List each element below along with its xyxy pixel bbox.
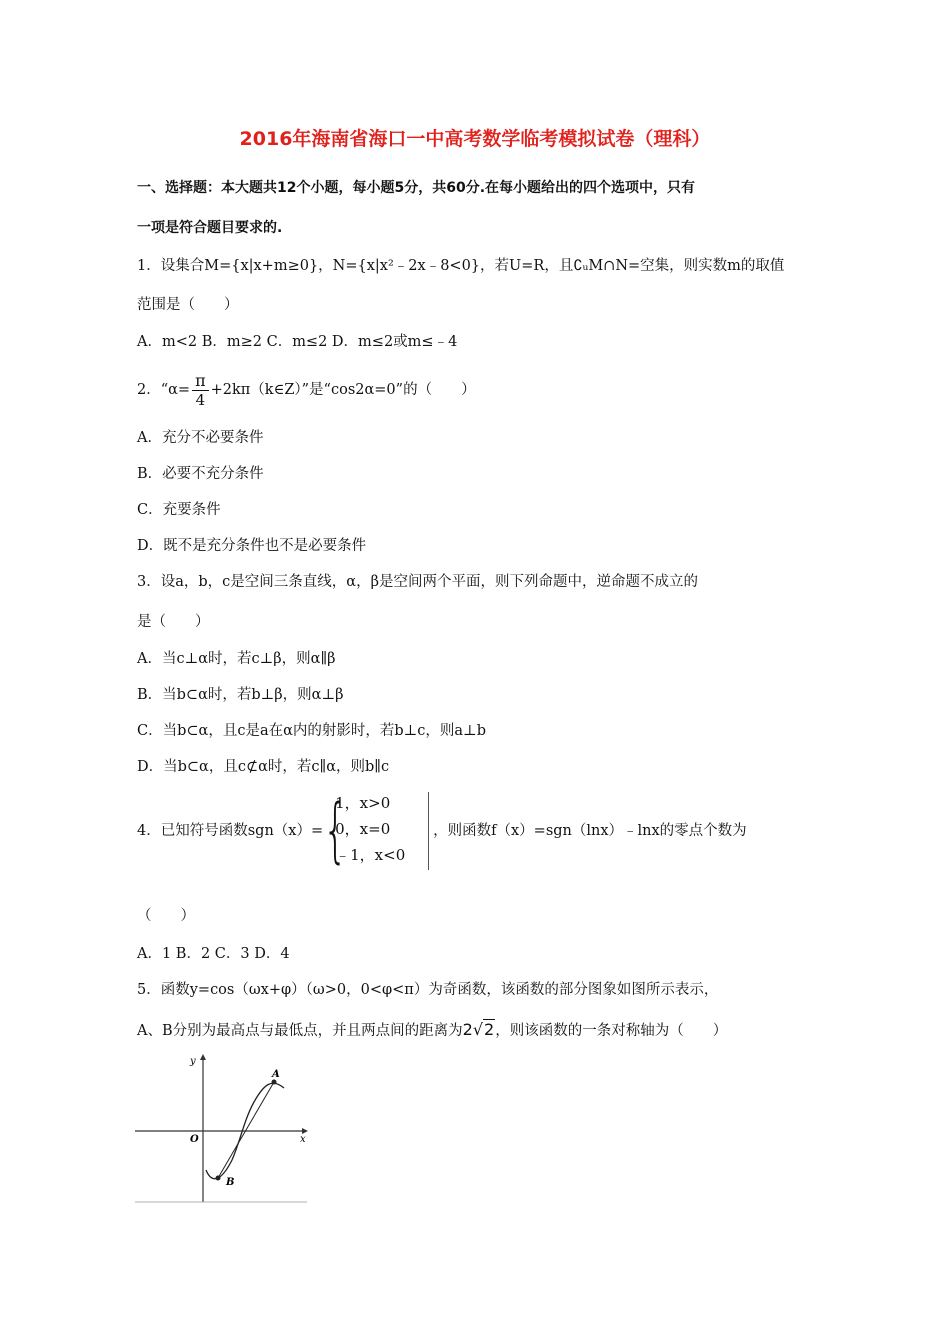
q4-prefix: 4．已知符号函数sgn（x）=: [137, 823, 324, 839]
q3-stem-line2: 是（ ）: [137, 614, 210, 630]
q4-options: A．1 B．2 C．3 D．4: [137, 946, 290, 962]
q5-graph-figure: [132, 1050, 312, 1205]
q3-option-c: C．当b⊂α，且c是a在α内的射影时，若b⊥c，则a⊥b: [137, 723, 486, 739]
q4-stem-line2: （ ）: [137, 908, 195, 924]
point-a-dot: [272, 1080, 277, 1085]
q2-option-c: C．充要条件: [137, 502, 221, 518]
q2-frac-den: 4: [195, 390, 206, 409]
q2-option-a: A．充分不必要条件: [137, 430, 264, 446]
point-a-label: A: [272, 1069, 280, 1080]
q5-sqrt-radicand: 2: [484, 1020, 495, 1039]
y-label: y: [190, 1056, 196, 1067]
q2-prefix: 2．“α=: [137, 382, 191, 398]
q4-brace: {: [323, 789, 348, 871]
q2-option-d: D．既不是充分条件也不是必要条件: [137, 538, 367, 554]
q2-option-b: B．必要不充分条件: [137, 466, 264, 482]
q3-option-b: B．当b⊂α时，若b⊥β，则α⊥β: [137, 687, 344, 703]
point-b-dot: [216, 1176, 221, 1181]
q5-sqrt-expression: 2√2: [462, 1020, 495, 1039]
q5-line2-suffix: ，则该函数的一条对称轴为（ ）: [495, 1023, 728, 1039]
q2-stem: [137, 368, 476, 412]
q5-sqrt-coef: 2: [462, 1020, 473, 1039]
section-heading-line1: 一、选择题：本大题共12个小题，每小题5分，共60分.在每小题给出的四个选项中，只有: [137, 180, 696, 196]
point-b-label: B: [226, 1177, 235, 1188]
section-heading-line2: 一项是符合题目要求的.: [137, 220, 283, 236]
q4-case1: 1，x>0: [335, 794, 391, 812]
x-label: x: [300, 1134, 306, 1145]
y-axis-arrow: [200, 1054, 206, 1060]
q3-option-d: D．当b⊂α，且c⊄α时，若c∥α，则b∥c: [137, 759, 390, 775]
origin-label: O: [190, 1134, 199, 1145]
q1-options: A．m<2 B．m≥2 C．m≤2 D．m≤2或m≤﹣4: [137, 334, 458, 350]
q4-case2: 0，x=0: [335, 820, 391, 838]
q5-line2-prefix: A、B分别为最高点与最低点，并且两点间的距离为: [137, 1023, 463, 1039]
q2-fraction: [192, 372, 209, 409]
q4-right-bar: [428, 792, 429, 870]
q1-stem-line1: 1．设集合M={x|x+m≥0}，N={x|x²﹣2x﹣8<0}，若U=R，且∁ᵤM∩N=空集，则实数m的取值: [137, 258, 785, 274]
q5-graph-svg: [132, 1050, 312, 1205]
q4-stem: [137, 788, 747, 874]
q4-case3: ﹣1，x<0: [335, 846, 406, 864]
q3-option-a: A．当c⊥α时，若c⊥β，则α∥β: [137, 651, 336, 667]
q3-stem-line1: 3．设a，b，c是空间三条直线，α，β是空间两个平面，则下列命题中，逆命题不成立的: [137, 574, 698, 590]
q2-suffix: +2kπ（k∈Z）”是“cos2α=0”的（ ）: [210, 382, 476, 398]
q2-frac-num: π: [192, 372, 209, 391]
q5-stem-line2: [137, 1020, 727, 1041]
q4-piecewise: [323, 790, 433, 872]
q1-stem-line2: 范围是（ ）: [137, 297, 239, 313]
q4-suffix: ，则函数f（x）=sgn（lnx）﹣lnx的零点个数为: [433, 823, 747, 839]
q5-stem-line1: 5．函数y=cos（ωx+φ）（ω>0，0<φ<π）为奇函数，该函数的部分图象如图所示表示，: [137, 982, 719, 998]
page-title: 2016年海南省海口一中高考数学临考模拟试卷（理科）: [239, 128, 711, 150]
segment-ab: [218, 1082, 274, 1178]
